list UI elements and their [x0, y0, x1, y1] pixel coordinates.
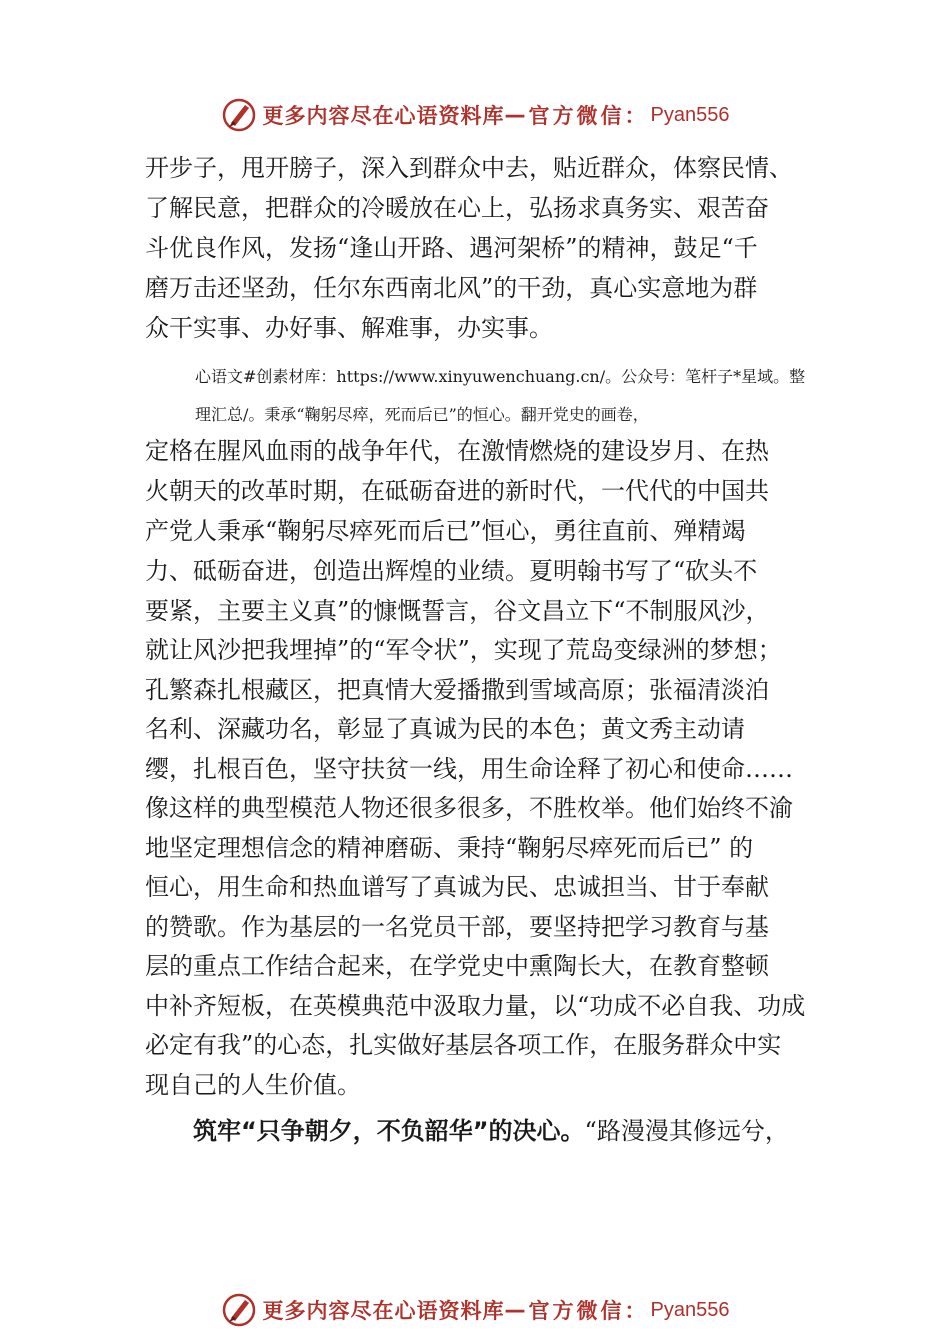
- paragraph2-line: 名利、深藏功名，彰显了真诚为民的本色；黄文秀主动请: [145, 715, 745, 743]
- paragraph2-line: 层的重点工作结合起来，在学党史中熏陶长大，在教育整顿: [145, 952, 769, 980]
- paragraph2-line: 火朝天的改革时期，在砥砺奋进的新时代，一代代的中国共: [145, 477, 769, 505]
- header-banner: [0, 95, 950, 135]
- header-dash: —: [504, 103, 529, 127]
- source-note-line: 心语文#创素材库：https://www.xinyuwenchuang.cn/。公众号：笔杆子*星域。整: [195, 367, 806, 386]
- pen-logo-icon: [221, 1292, 257, 1328]
- paragraph2-line: 地坚定理想信念的精神磨砺、秉持“鞠躬尽瘁死而后已” 的: [145, 834, 754, 862]
- paragraph2-line: 产党人秉承“鞠躬尽瘁死而后已”恒心，勇往直前、殚精竭: [145, 517, 746, 545]
- paragraph2-line: 力、砥砺奋进，创造出辉煌的业绩。夏明翰书写了“砍头不: [145, 557, 758, 585]
- pen-logo-icon: [221, 97, 257, 133]
- paragraph2-line: 孔繁森扎根藏区，把真情大爱播撒到雪域高原；张福清淡泊: [145, 676, 769, 704]
- paragraph2-line: 必定有我”的心态，扎实做好基层各项工作，在服务群众中实: [145, 1031, 782, 1059]
- header-wechat-id: Pyan556: [650, 103, 730, 126]
- header-title: 更多内容尽在心语资料库: [262, 103, 505, 128]
- paragraph2-line: 要紧，主要主义真”的慷慨誓言，谷文昌立下“不制服风沙，: [145, 597, 770, 625]
- paragraph2-line: 像这样的典型模范人物还很多很多，不胜枚举。他们始终不渝: [145, 794, 793, 822]
- paragraph1-line: 开步子，甩开膀子，深入到群众中去，贴近群众，体察民情、: [145, 154, 793, 182]
- footer-title: 更多内容尽在心语资料库: [262, 1298, 505, 1323]
- footer-wechat-id: Pyan556: [650, 1298, 730, 1321]
- footer-banner: [0, 1290, 950, 1330]
- paragraph2-line: 定格在腥风血雨的战争年代，在激情燃烧的建设岁月、在热: [145, 437, 769, 465]
- paragraph2-line: 中补齐短板，在英模典范中汲取力量，以“功成不必自我、功成: [145, 992, 806, 1020]
- header-official: 官方微信：: [528, 104, 649, 128]
- paragraph1-line: 众干实事、办好事、解难事，办实事。: [145, 314, 553, 342]
- source-note-line: 理汇总/。秉承“鞠躬尽瘁，死而后已”的恒心。翻开党史的画卷，: [195, 405, 649, 424]
- paragraph3-line: [193, 1111, 893, 1151]
- paragraph2-line: 恒心，用生命和热血谱写了真诚为民、忠诚担当、甘于奉献: [145, 873, 769, 901]
- paragraph1-line: 斗优良作风，发扬“逢山开路、遇河架桥”的精神，鼓足“千: [145, 234, 758, 262]
- paragraph1-line: 磨万击还坚劲，任尔东西南北风”的干劲，真心实意地为群: [145, 274, 758, 302]
- paragraph2-line: 缨，扎根百色，坚守扶贫一线，用生命诠释了初心和使命……: [145, 755, 793, 783]
- footer-official: 官方微信：: [528, 1299, 649, 1323]
- paragraph2-line: 现自己的人生价值。: [145, 1071, 361, 1099]
- paragraph2-line: 的赞歌。作为基层的一名党员干部，要坚持把学习教育与基: [145, 913, 769, 941]
- paragraph1-line: 了解民意，把群众的冷暖放在心上，弘扬求真务实、艰苦奋: [145, 194, 769, 222]
- paragraph2-line: 就让风沙把我埋掉”的“军令状”，实现了荒岛变绿洲的梦想；: [145, 636, 782, 664]
- paragraph3-lead: 筑牢“只争朝夕，不负韶华”的决心。: [193, 1117, 585, 1145]
- footer-dash: —: [504, 1298, 529, 1322]
- paragraph3-rest: “路漫漫其修远兮，: [584, 1117, 789, 1145]
